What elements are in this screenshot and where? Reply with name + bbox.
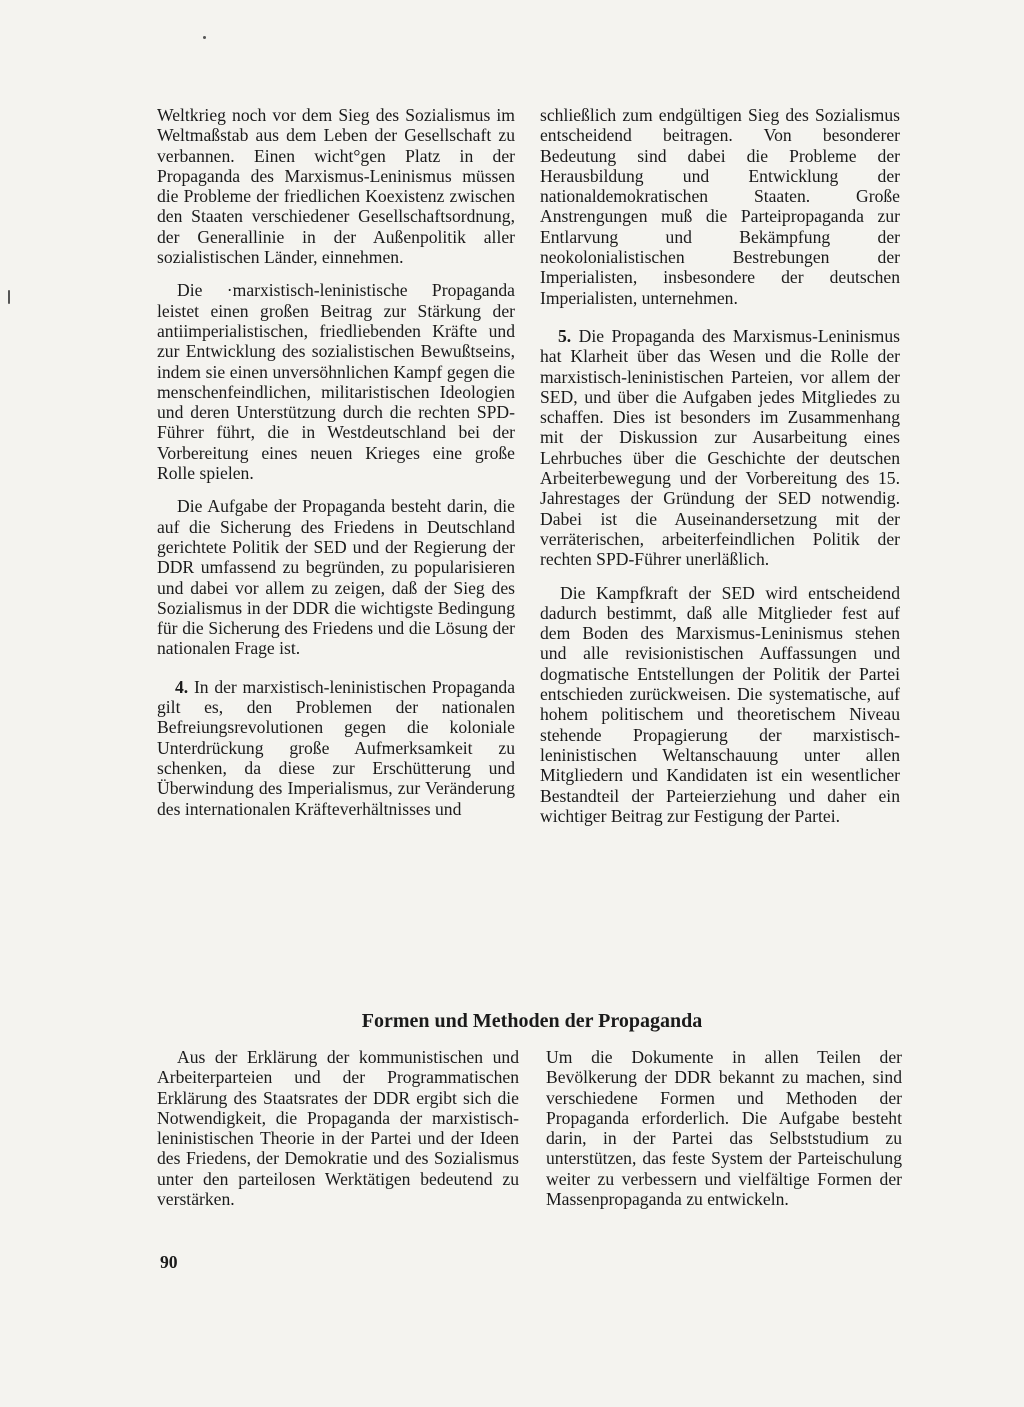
column-bottom-left <box>157 1047 519 1222</box>
column-top-right <box>540 105 900 839</box>
paragraph-text: In der marxistisch-leninistischen Propaganda gilt es, den Problemen der nationalen Befreiungsrevolutionen gegen die koloniale Unterdrückung große Aufmerksamkeit zu schenken, da diese zur Erschütterung und Überwindung des Imperialismus, zur Veränderung des internationalen Kräfteverhältnisses und <box>157 676 516 819</box>
section-number: 5. <box>558 325 572 346</box>
paragraph: schließlich zum endgültigen Sieg des Sozialismus entscheidend beitragen. Von besonderer Bedeutung sind dabei die Probleme der Herausbildung und Entwicklung der nationaldemokratischen Staaten. Große Anstrengungen muß die Parteipropaganda zur Entlarvung und Bekämpfung der neokolonialistischen Bestrebungen der Imperialisten, insbesondere der deutschen Imperialisten, unternehmen. <box>540 105 900 308</box>
section-number: 4. <box>175 676 189 697</box>
paragraph: Die Aufgabe der Propaganda besteht darin, die auf die Sicherung des Friedens in Deutschland gerichtete Politik der SED und der Regierung der DDR umfassend zu begründen, zu popularisieren und dabei vor allem zu zeigen, daß der Sieg des Sozialismus in der DDR die wichtigste Bedingung für die Sicherung des Friedens und die Lösung der nationalen Frage ist. <box>157 496 515 659</box>
section-heading: Formen und Methoden der Propaganda <box>361 1010 703 1032</box>
paragraph: Aus der Erklärung der kommunistischen und Arbeiterparteien und der Programmatischen Erklärung des Staatsrates der DDR ergibt sich die Notwendigkeit, die Propaganda der marxistisch-leninistischen Theorie in der Partei und der Ideen des Friedens, der Demokratie und des Sozialismus unter den parteilosen Werktätigen bedeutend zu verstärken. <box>157 1047 519 1210</box>
column-bottom-right <box>546 1047 902 1222</box>
paragraph-text: Die Propaganda des Marxismus-Leninismus hat Klarheit über das Wesen und die Rolle der marxistisch-leninistischen Parteien, vor allem der SED, und über die Aufgaben jedes Mitgliedes zu schaffen. Dies ist besonders im Zusammenhang mit der Diskussion zur Ausarbeitung eines Lehrbuches über die Geschichte der deutschen Arbeiterbewegung und der Vorbereitung des 15. Jahrestages der Gründung der SED notwendig. Dabei ist die Auseinandersetzung mit der verräterischen, arbeiterfeindlichen Politik der rechten SPD-Führer unerläßlich. <box>540 325 900 570</box>
scan-speck-top <box>203 36 206 39</box>
paragraph: Weltkrieg noch vor dem Sieg des Sozialismus im Weltmaßstab aus dem Leben der Gesellschaft zu verbannen. Einen wicht°gen Platz in der Propaganda des Marxismus-Leninismus müssen die Probleme der friedlichen Koexistenz zwischen den Staaten verschiedener Gesellschaftsordnung, der Generallinie in der Außenpolitik aller sozialistischen Länder, einnehmen. <box>157 105 515 268</box>
column-top-left <box>157 105 515 832</box>
numbered-paragraph <box>540 326 900 570</box>
scan-speck-margin <box>8 290 10 304</box>
paragraph: Die Kampfkraft der SED wird entscheidend dadurch bestimmt, daß alle Mitglieder fest auf dem Boden des Marxismus-Leninismus stehen und alle revisionistischen Auffassungen und dogmatische Entstellungen der Politik der Partei entschieden zurückweisen. Die systematische, auf hohem politischem und theoretischem Niveau stehende Propagierung der marxistisch-leninistischen Weltanschauung unter allen Mitgliedern und Kandidaten ist ein wesentlicher Bestandteil der Parteierziehung und daher ein wichtiger Beitrag zur Festigung der Partei. <box>540 582 900 826</box>
page-number: 90 <box>160 1252 178 1272</box>
numbered-paragraph <box>157 677 515 819</box>
paragraph: Die ·marxistisch-leninistische Propaganda leistet einen großen Beitrag zur Stärkung der antiimperialistischen, friedliebenden Kräfte und zur Entwicklung des sozialistischen Bewußtseins, indem sie einen unversöhnlichen Kampf gegen die menschenfeindlichen, militaristischen Ideologien und deren Unterstützung durch die rechten SPD-Führer führt, die in Westdeutschland bei der Vorbereitung eines neuen Krieges eine große Rolle spielen. <box>157 280 515 484</box>
paragraph: Um die Dokumente in allen Teilen der Bevölkerung der DDR bekannt zu machen, sind verschiedene Formen und Methoden der Propaganda erforderlich. Die Aufgabe besteht darin, in der Partei das Selbststudium zu unterstützen, das feste System der Parteischulung weiter zu verbessern und vielfältige Formen der Massenpropaganda zu entwickeln. <box>546 1047 902 1210</box>
